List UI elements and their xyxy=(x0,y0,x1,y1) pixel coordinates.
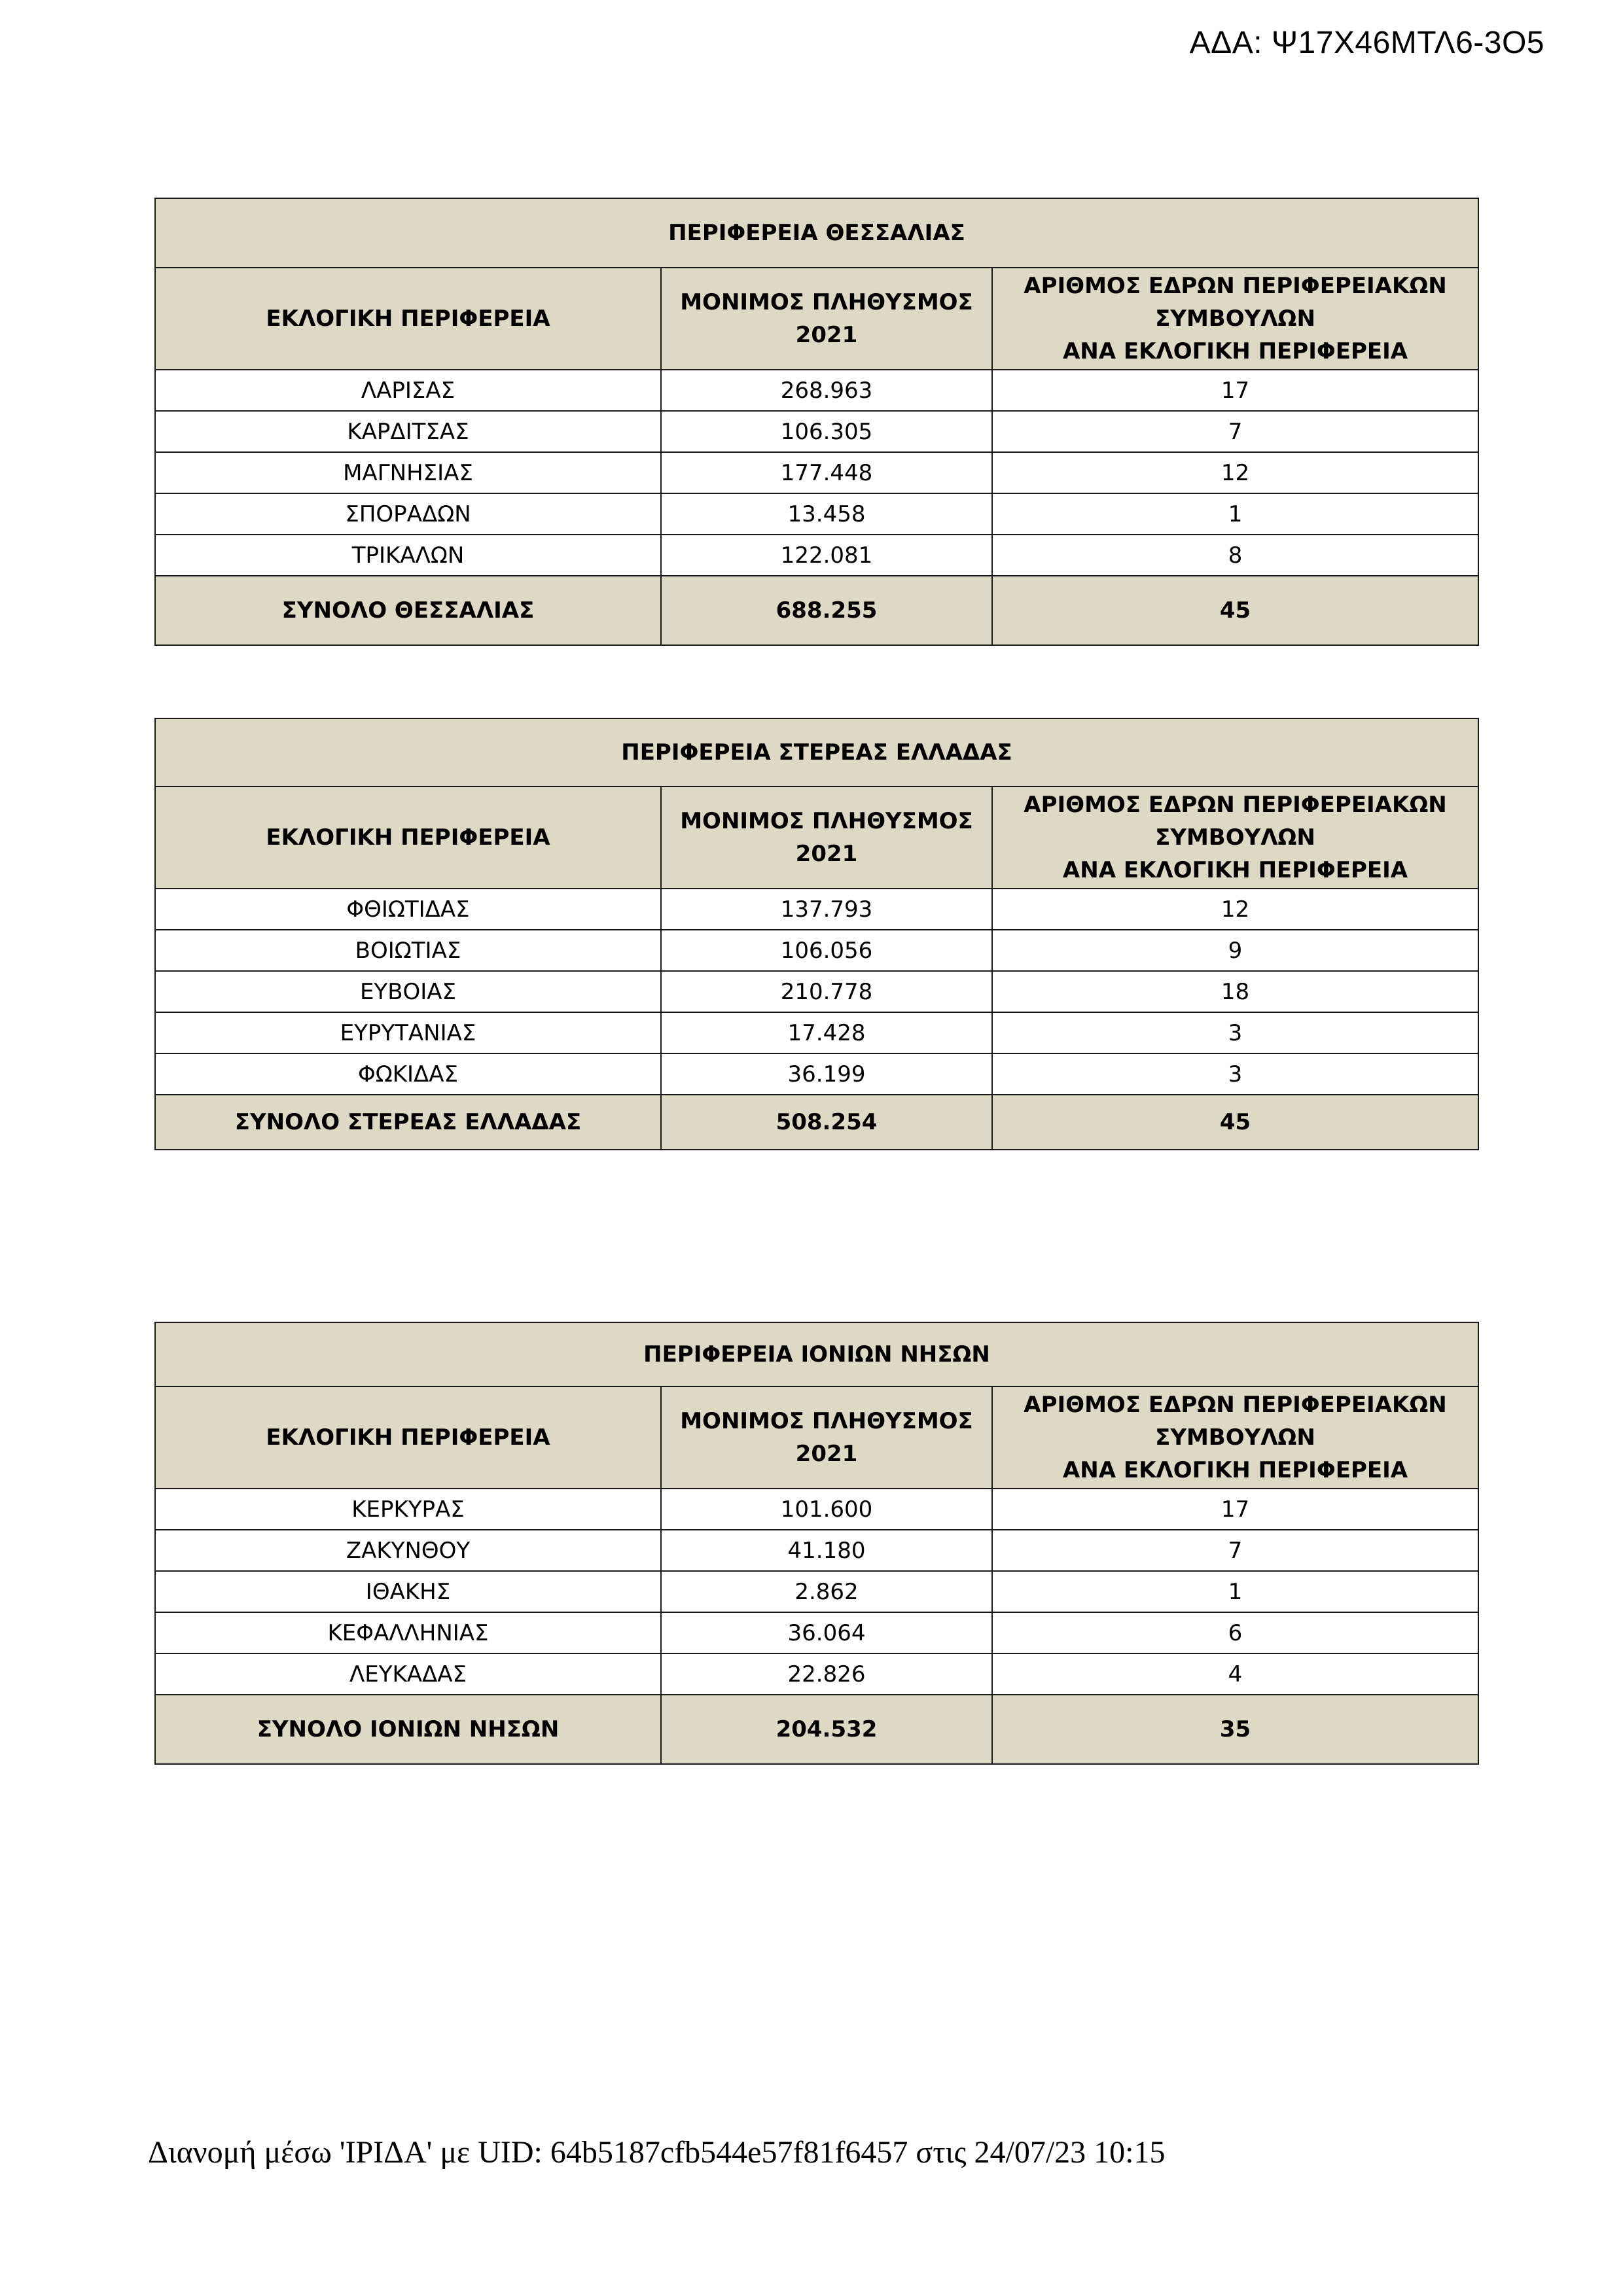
district-cell: ΛΕΥΚΑΔΑΣ xyxy=(155,1653,661,1695)
column-header-population: ΜΟΝΙΜΟΣ ΠΛΗΘΥΣΜΟΣ 2021 xyxy=(661,268,992,370)
seats-cell: 12 xyxy=(992,889,1478,930)
table-row xyxy=(155,930,1478,971)
population-cell: 106.056 xyxy=(661,930,992,971)
total-label: ΣΥΝΟΛΟ ΙΟΝΙΩΝ ΝΗΣΩΝ xyxy=(155,1695,661,1764)
population-cell: 22.826 xyxy=(661,1653,992,1695)
population-cell: 177.448 xyxy=(661,452,992,493)
table-row xyxy=(155,370,1478,411)
population-cell: 122.081 xyxy=(661,535,992,576)
table-title: ΠΕΡΙΦΕΡΕΙΑ ΘΕΣΣΑΛΙΑΣ xyxy=(155,198,1478,268)
district-cell: ΕΥΒΟΙΑΣ xyxy=(155,971,661,1012)
table-row xyxy=(155,1489,1478,1530)
district-cell: ΚΕΡΚΥΡΑΣ xyxy=(155,1489,661,1530)
ada-document-code: ΑΔΑ: Ψ17Χ46ΜΤΛ6-3Ο5 xyxy=(1189,26,1544,60)
total-label: ΣΥΝΟΛΟ ΣΤΕΡΕΑΣ ΕΛΛΑΔΑΣ xyxy=(155,1095,661,1150)
table-header-row xyxy=(155,268,1478,370)
population-cell: 36.064 xyxy=(661,1612,992,1653)
population-cell: 13.458 xyxy=(661,493,992,535)
seats-cell: 3 xyxy=(992,1053,1478,1095)
table-row xyxy=(155,1053,1478,1095)
seats-cell: 7 xyxy=(992,411,1478,452)
column-header-seats: ΑΡΙΘΜΟΣ ΕΔΡΩΝ ΠΕΡΙΦΕΡΕΙΑΚΩΝ ΣΥΜΒΟΥΛΩΝ ΑΝΑ ΕΚΛΟΓΙΚΗ ΠΕΡΙΦΕΡΕΙΑ xyxy=(992,1386,1478,1489)
table-row xyxy=(155,1530,1478,1571)
district-cell: ΚΕΦΑΛΛΗΝΙΑΣ xyxy=(155,1612,661,1653)
table-row xyxy=(155,1653,1478,1695)
district-cell: ΦΩΚΙΔΑΣ xyxy=(155,1053,661,1095)
table-row xyxy=(155,1612,1478,1653)
population-cell: 2.862 xyxy=(661,1571,992,1612)
table-header-row xyxy=(155,786,1478,889)
table-row xyxy=(155,971,1478,1012)
seats-cell: 9 xyxy=(992,930,1478,971)
population-cell: 268.963 xyxy=(661,370,992,411)
seats-cell: 17 xyxy=(992,370,1478,411)
district-cell: ΕΥΡΥΤΑΝΙΑΣ xyxy=(155,1012,661,1053)
table-title: ΠΕΡΙΦΕΡΕΙΑ ΙΟΝΙΩΝ ΝΗΣΩΝ xyxy=(155,1322,1478,1386)
population-cell: 106.305 xyxy=(661,411,992,452)
seats-cell: 8 xyxy=(992,535,1478,576)
table-title-row xyxy=(155,1322,1478,1386)
population-cell: 17.428 xyxy=(661,1012,992,1053)
district-cell: ΚΑΡΔΙΤΣΑΣ xyxy=(155,411,661,452)
table-total-row xyxy=(155,1695,1478,1764)
table-row xyxy=(155,535,1478,576)
table-title: ΠΕΡΙΦΕΡΕΙΑ ΣΤΕΡΕΑΣ ΕΛΛΑΔΑΣ xyxy=(155,718,1478,786)
total-population: 688.255 xyxy=(661,576,992,645)
column-header-seats: ΑΡΙΘΜΟΣ ΕΔΡΩΝ ΠΕΡΙΦΕΡΕΙΑΚΩΝ ΣΥΜΒΟΥΛΩΝ ΑΝΑ ΕΚΛΟΓΙΚΗ ΠΕΡΙΦΕΡΕΙΑ xyxy=(992,786,1478,889)
total-population: 204.532 xyxy=(661,1695,992,1764)
seats-cell: 17 xyxy=(992,1489,1478,1530)
table-title-row xyxy=(155,198,1478,268)
total-label: ΣΥΝΟΛΟ ΘΕΣΣΑΛΙΑΣ xyxy=(155,576,661,645)
column-header-population: ΜΟΝΙΜΟΣ ΠΛΗΘΥΣΜΟΣ 2021 xyxy=(661,1386,992,1489)
seats-cell: 1 xyxy=(992,493,1478,535)
district-cell: ΖΑΚΥΝΘΟΥ xyxy=(155,1530,661,1571)
district-cell: ΦΘΙΩΤΙΔΑΣ xyxy=(155,889,661,930)
column-header-seats: ΑΡΙΘΜΟΣ ΕΔΡΩΝ ΠΕΡΙΦΕΡΕΙΑΚΩΝ ΣΥΜΒΟΥΛΩΝ ΑΝΑ ΕΚΛΟΓΙΚΗ ΠΕΡΙΦΕΡΕΙΑ xyxy=(992,268,1478,370)
district-cell: ΙΘΑΚΗΣ xyxy=(155,1571,661,1612)
population-cell: 101.600 xyxy=(661,1489,992,1530)
region-table-sterea xyxy=(154,718,1479,1150)
table-header-row xyxy=(155,1386,1478,1489)
distribution-footer: Διανομή μέσω 'ΙΡΙΔΑ' με UID: 64b5187cfb544e57f81f6457 στις 24/07/23 10:15 xyxy=(148,2135,1166,2170)
district-cell: ΒΟΙΩΤΙΑΣ xyxy=(155,930,661,971)
table-total-row xyxy=(155,1095,1478,1150)
column-header-population: ΜΟΝΙΜΟΣ ΠΛΗΘΥΣΜΟΣ 2021 xyxy=(661,786,992,889)
table-row xyxy=(155,411,1478,452)
table-total-row xyxy=(155,576,1478,645)
column-header-district: ΕΚΛΟΓΙΚΗ ΠΕΡΙΦΕΡΕΙΑ xyxy=(155,268,661,370)
district-cell: ΤΡΙΚΑΛΩΝ xyxy=(155,535,661,576)
total-population: 508.254 xyxy=(661,1095,992,1150)
district-cell: ΣΠΟΡΑΔΩΝ xyxy=(155,493,661,535)
population-cell: 36.199 xyxy=(661,1053,992,1095)
table-title-row xyxy=(155,718,1478,786)
seats-cell: 3 xyxy=(992,1012,1478,1053)
district-cell: ΛΑΡΙΣΑΣ xyxy=(155,370,661,411)
column-header-district: ΕΚΛΟΓΙΚΗ ΠΕΡΙΦΕΡΕΙΑ xyxy=(155,786,661,889)
population-cell: 41.180 xyxy=(661,1530,992,1571)
total-seats: 35 xyxy=(992,1695,1478,1764)
column-header-district: ΕΚΛΟΓΙΚΗ ΠΕΡΙΦΕΡΕΙΑ xyxy=(155,1386,661,1489)
population-cell: 137.793 xyxy=(661,889,992,930)
total-seats: 45 xyxy=(992,1095,1478,1150)
table-row xyxy=(155,452,1478,493)
district-cell: ΜΑΓΝΗΣΙΑΣ xyxy=(155,452,661,493)
seats-cell: 12 xyxy=(992,452,1478,493)
seats-cell: 6 xyxy=(992,1612,1478,1653)
seats-cell: 1 xyxy=(992,1571,1478,1612)
table-row xyxy=(155,1571,1478,1612)
seats-cell: 18 xyxy=(992,971,1478,1012)
seats-cell: 4 xyxy=(992,1653,1478,1695)
seats-cell: 7 xyxy=(992,1530,1478,1571)
region-table-ionian xyxy=(154,1322,1479,1765)
region-table-thessaly xyxy=(154,198,1479,646)
table-row xyxy=(155,1012,1478,1053)
table-row xyxy=(155,889,1478,930)
total-seats: 45 xyxy=(992,576,1478,645)
population-cell: 210.778 xyxy=(661,971,992,1012)
table-row xyxy=(155,493,1478,535)
